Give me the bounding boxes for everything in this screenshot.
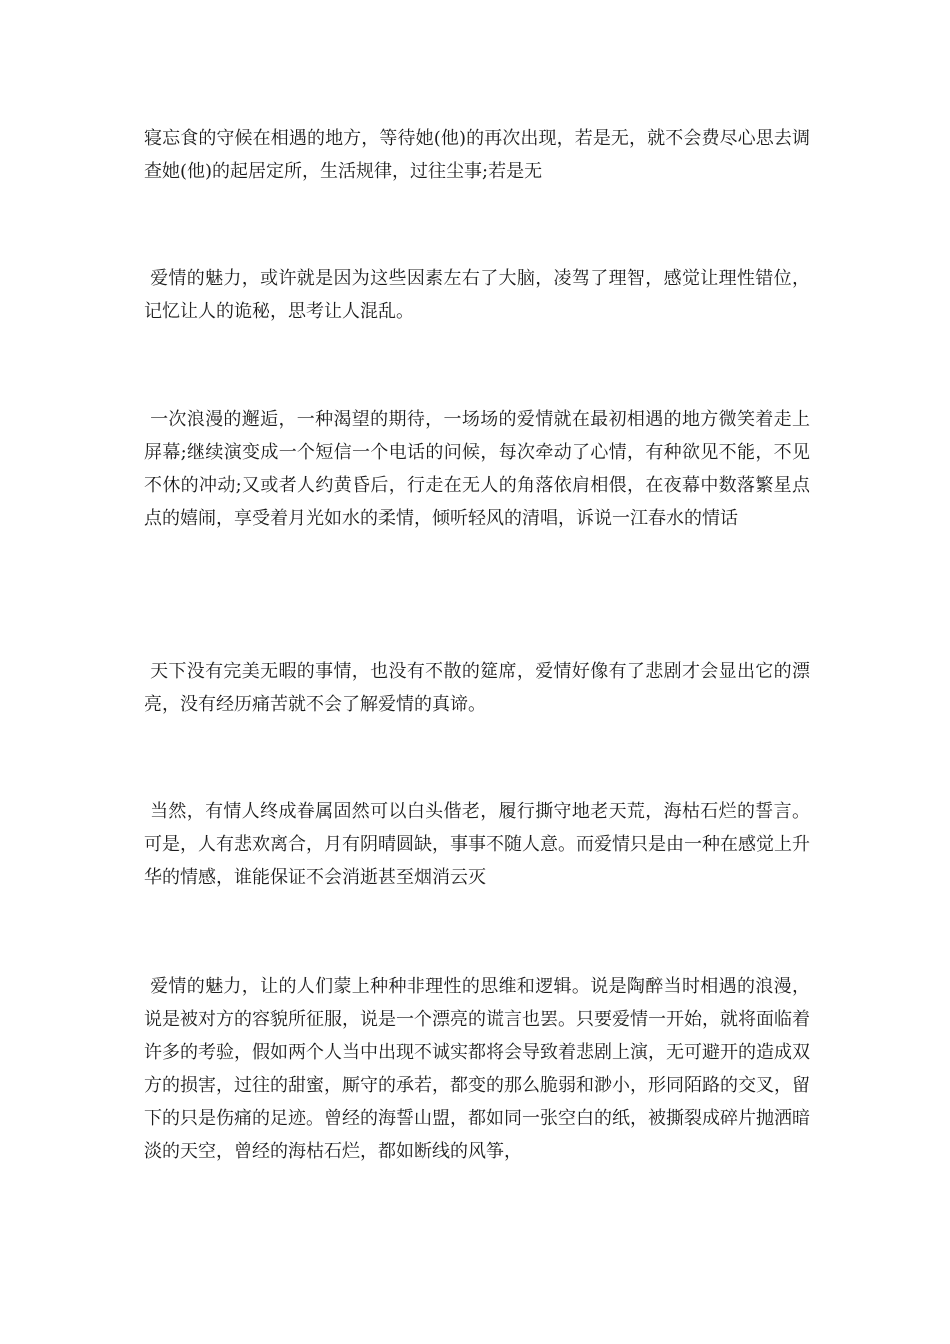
paragraph-6: 爱情的魅力，让的人们蒙上种种非理性的思维和逻辑。说是陶醉当时相遇的浪漫，说是被对方的容貌所征服，说是一个漂亮的谎言也罢。只要爱情一开始，就将面临着许多的考验，假如两个人当中出现不诚实都将会导致着悲剧上演，无可避开的造成双方的损害，过往的甜蜜，厮守的承若，都变的那么脆弱和渺小，形同陌路的交叉，留下的只是伤痛的足迹。曾经的海誓山盟，都如同一张空白的纸，被撕裂成碎片抛洒暗淡的天空，曾经的海枯石烂，都如断线的风筝， <box>144 976 810 1162</box>
paragraph-1: 寝忘食的守候在相遇的地方，等待她(他)的再次出现，若是无，就不会费尽心思去调查她(他)的起居定所，生活规律，过往尘事;若是无 <box>144 128 810 182</box>
paragraph-2: 爱情的魅力，或许就是因为这些因素左右了大脑，凌驾了理智，感觉让理性错位，记忆让人的诡秘，思考让人混乱。 <box>144 268 810 322</box>
paragraph-3: 一次浪漫的邂逅，一种渴望的期待，一场场的爱情就在最初相遇的地方微笑着走上屏幕;继续演变成一个短信一个电话的问候，每次牵动了心情，有种欲见不能，不见不休的冲动;又或者人约黄昏后，行走在无人的角落依肩相偎，在夜幕中数落繁星点点的嬉闹，享受着月光如水的柔情，倾听轻风的清唱，诉说一江春水的情话 <box>144 409 810 529</box>
paragraph-5: 当然，有情人终成眷属固然可以白头偕老，履行撕守地老天荒，海枯石烂的誓言。可是，人有悲欢离合，月有阴晴圆缺，事事不随人意。而爱情只是由一种在感觉上升华的情感，谁能保证不会消逝甚至烟消云灭 <box>144 801 810 888</box>
paragraph-4: 天下没有完美无暇的事情，也没有不散的筵席，爱情好像有了悲剧才会显出它的漂亮，没有经历痛苦就不会了解爱情的真谛。 <box>144 661 810 715</box>
